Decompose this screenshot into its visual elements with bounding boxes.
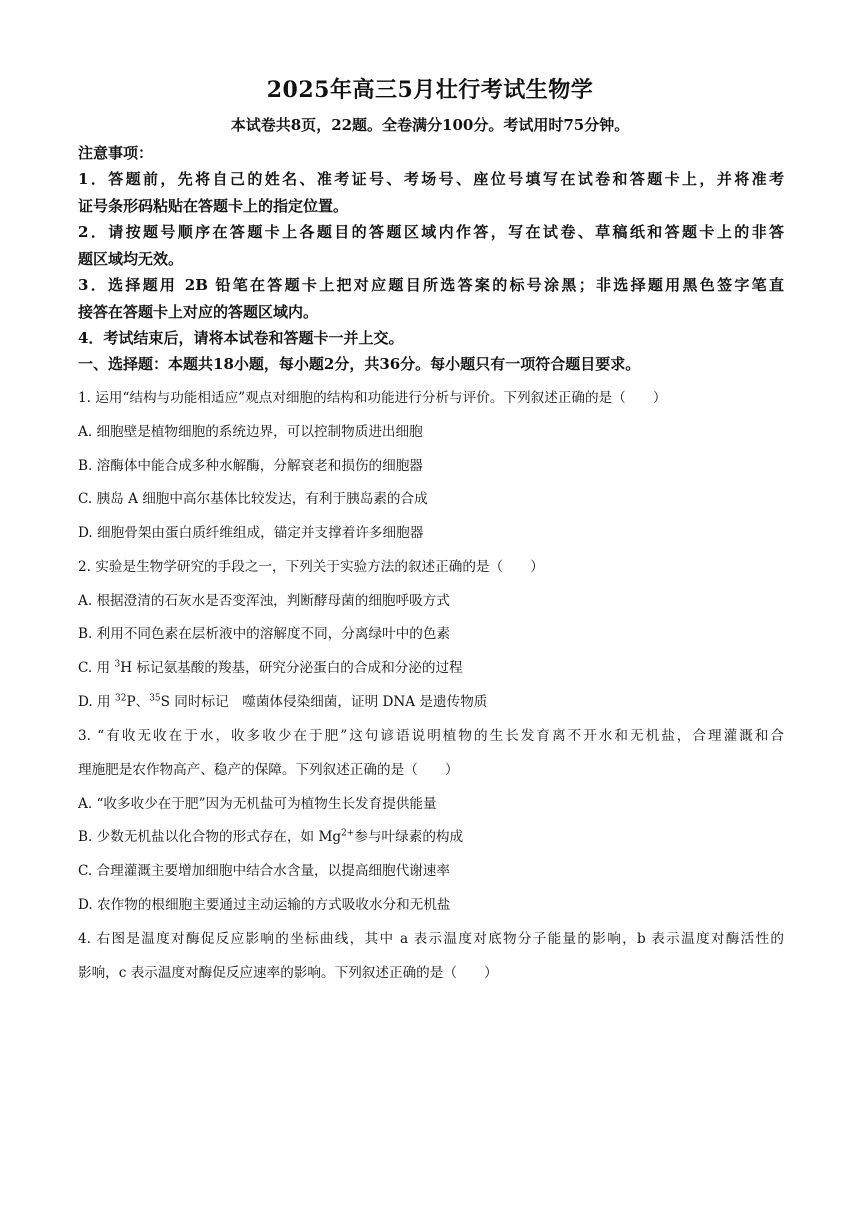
isotope-3-superscript: 3 [114,659,121,670]
question-1-option-c: C. 胰岛 A 细胞中高尔基体比较发达，有利于胰岛素的合成 [78,491,428,507]
exam-subtitle: 本试卷共8页，22题。全卷满分100分。考试用时75分钟。 [230,116,630,134]
question-1-stem: 1. 运用“结构与功能相适应”观点对细胞的结构和功能进行分析与评价。下列叙述正确的是（ ） [78,390,667,406]
isotope-32-superscript: 32 [114,693,127,704]
question-2-option-d [78,690,784,710]
question-1-option-a: A. 细胞壁是植物细胞的系统边界，可以控制物质进出细胞 [78,424,423,440]
notice-item-1-line-2: 证号条形码粘贴在答题卡上的指定位置。 [78,197,349,215]
notice-item-4: 4．考试结束后，请将本试卷和答题卡一并上交。 [78,329,404,347]
option-c-text: H 标记氨基酸的羧基，研究分泌蛋白的合成和分泌的过程 [120,660,463,676]
section-heading: 一、选择题：本题共18小题，每小题2分，共36分。每小题只有一项符合题目要求。 [78,355,641,373]
question-2-option-c [78,656,784,676]
notice-item-2-line-1: 2．请按题号顺序在答题卡上各题目的答题区域内作答，写在试卷、草稿纸和答题卡上的非答 [78,223,784,241]
notice-item-2-line-2: 题区域均无效。 [78,250,184,268]
question-2-option-a: A. 根据澄清的石灰水是否变浑浊，判断酵母菌的细胞呼吸方式 [78,593,450,609]
question-3-stem-line-1: 3. “有收无收在于水，收多收少在于肥”这句谚语说明植物的生长发育离不开水和无机盐，合理灌溉和合 [78,728,784,744]
notice-item-3-line-2: 接答在答题卡上对应的答题区域内。 [78,303,319,321]
option-d-mid: P、 [126,694,150,710]
option-b-text: 参与叶绿素的构成 [354,829,464,845]
option-d-prefix: D. 用 [78,694,115,710]
question-3-option-b [78,825,784,845]
question-1-option-b: B. 溶酶体中能合成多种水解酶，分解衰老和损伤的细胞器 [78,458,423,474]
notice-heading: 注意事项： [78,144,154,162]
question-3-stem-line-2: 理施肥是农作物高产、稳产的保障。下列叙述正确的是（ ） [78,762,459,778]
option-b-prefix: B. 少数无机盐以化合物的形式存在，如 Mg [78,829,342,845]
question-2-stem: 2. 实验是生物学研究的手段之一，下列关于实验方法的叙述正确的是（ ） [78,559,544,575]
question-3-option-a: A. “收多收少在于肥”因为无机盐可为植物生长发育提供能量 [78,796,437,812]
question-2-option-b: B. 利用不同色素在层析液中的溶解度不同，分离绿叶中的色素 [78,626,451,642]
exam-title: 2025年高三5月壮行考试生物学 [266,77,594,103]
question-3-option-c: C. 合理灌溉主要增加细胞中结合水含量，以提高细胞代谢速率 [78,863,450,879]
question-4-stem-line-2: 影响，c 表示温度对酶促反应速率的影响。下列叙述正确的是（ ） [78,965,498,981]
option-d-text: S 同时标记 噬菌体侵染细菌，证明 DNA 是遗传物质 [160,694,488,710]
question-3-option-d: D. 农作物的根细胞主要通过主动运输的方式吸收水分和无机盐 [78,897,451,913]
mg-charge-superscript: 2+ [341,828,355,839]
question-4-stem-line-1: 4. 右图是温度对酶促反应影响的坐标曲线，其中 a 表示温度对底物分子能量的影响，b 表示温度对酶活性的 [78,931,784,947]
notice-item-3-line-1: 3．选择题用 2B 铅笔在答题卡上把对应题目所选答案的标号涂黑；非选择题用黑色签字笔直 [78,276,784,294]
notice-item-1-line-1: 1．答题前，先将自己的姓名、准考证号、考场号、座位号填写在试卷和答题卡上，并将准考 [78,170,784,188]
option-c-prefix: C. 用 [78,660,115,676]
isotope-35-superscript: 35 [149,693,161,704]
question-1-option-d: D. 细胞骨架由蛋白质纤维组成，锚定并支撑着许多细胞器 [78,525,424,541]
